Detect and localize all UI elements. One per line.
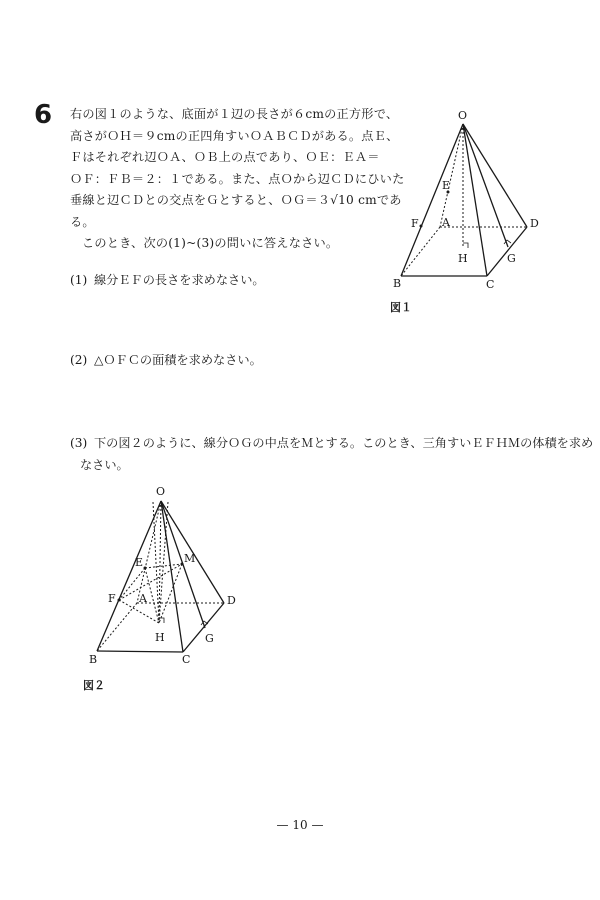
fig1-label-A: A: [442, 216, 450, 229]
fig2-label-E: E: [135, 556, 144, 569]
fig2-label-A: A: [139, 592, 147, 605]
fig1-label-H: H: [458, 252, 468, 265]
question-label: (1): [70, 273, 88, 287]
fig1-label-D: D: [530, 217, 539, 230]
question-text: 線分ＥＦの長さを求めなさい。: [94, 273, 265, 287]
fig2-label-F: F: [108, 592, 116, 605]
instruction: このとき、次の(1)~(3)の問いに答えなさい。: [82, 236, 339, 250]
fig2-label-G: G: [205, 632, 214, 645]
fig2-label-H: H: [155, 631, 165, 644]
fig1-label-C: C: [486, 278, 495, 291]
question-label: (2): [70, 353, 88, 367]
fig2-label-C: C: [182, 653, 191, 666]
intro-line: Ｆはそれぞれ辺ＯＡ、ＯＢ上の点であり、ＯＥ：ＥＡ＝: [70, 150, 380, 164]
fig2-label-D: D: [227, 594, 236, 607]
question-label: (3): [70, 436, 88, 450]
fig2-label-B: B: [89, 653, 98, 666]
intro-line: 垂線と辺ＣＤとの交点をＧとすると、ＯＧ＝３√10 cmであ: [70, 193, 402, 207]
question-3-continued: なさい。: [80, 458, 129, 472]
fig2-label-O: O: [156, 485, 166, 498]
question-text: △ＯＦＣの面積を求めなさい。: [94, 353, 262, 367]
figure-2-caption: 図２: [83, 679, 105, 692]
fig1-label-E: E: [442, 179, 451, 192]
fig1-label-O: O: [458, 109, 468, 122]
page-number: — 10 —: [276, 818, 324, 832]
fig1-label-B: B: [393, 277, 402, 290]
intro-line: ＯＦ：ＦＢ＝２：１である。また、点Ｏから辺ＣＤにひいた: [70, 171, 405, 186]
intro-line: 右の図１のような、底面が１辺の長さが６cmの正方形で、: [70, 107, 399, 121]
fig1-label-G: G: [507, 252, 516, 265]
question-text: 下の図２のように、線分ＯＧの中点をＭとする。このとき、三角すいＥＦＨＭの体積を求め: [94, 436, 594, 450]
intro-line: 高さがＯＨ＝９cmの正四角すいＯＡＢＣＤがある。点Ｅ、: [70, 128, 399, 143]
problem-number: 6: [34, 100, 53, 130]
fig1-label-F: F: [411, 217, 419, 230]
intro-line: る。: [70, 214, 95, 229]
figure-1-caption: 図１: [390, 301, 412, 314]
fig2-label-M: M: [184, 552, 196, 565]
